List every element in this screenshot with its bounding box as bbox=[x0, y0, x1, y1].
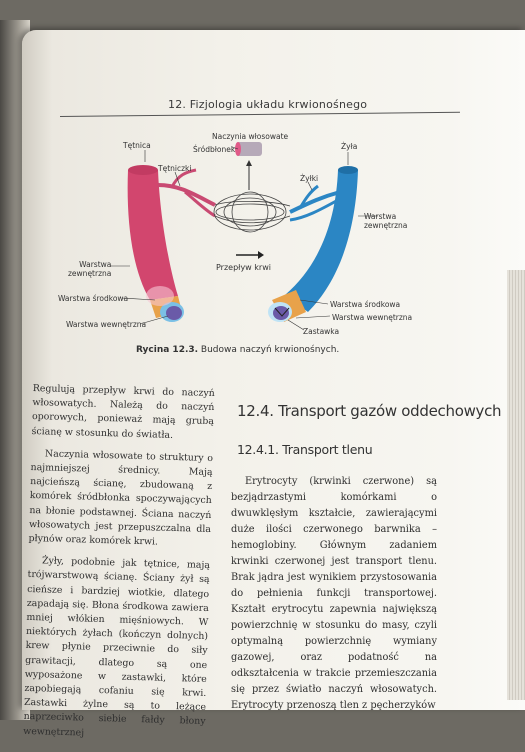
artery-shape bbox=[128, 170, 178, 300]
caption-number: Rycina 12.3. bbox=[136, 345, 199, 355]
label-warstwa-srodkowa-right: Warstwa środkowa bbox=[330, 300, 401, 309]
label-warstwa-wewnetrzna-left: Warstwa wewnętrzna bbox=[66, 320, 147, 329]
label-zyla: Żyła bbox=[341, 142, 358, 151]
label-warstwa-zewnetrzna-right: Warstwa zewnętrzna bbox=[364, 212, 408, 230]
capillary-bed bbox=[214, 192, 290, 232]
caption-text: Budowa naczyń krwionośnych. bbox=[198, 345, 340, 355]
label-srodblonek: Śródbłonek bbox=[193, 145, 236, 154]
right-text-column: Erytrocyty (krwinki czerwone) są bezjądrzastymi komórkami o dwuwklęsłym kształcie, zawierającymi duże ilości czerwonego barwnika – hemoglobiny. Głównym zadaniem krwinki czerwonej jest transport tlenu. Brak jądra jest wynikiem przystosowania do pełnienia funkcji transportowej. Kształt erytrocytu zapewnia największą powierzchnię w stosunku do masy, czyli optymalną powierzchnię wymiany gazowej, oraz podatność na odkształcenia w trakcie przemieszczania się przez światło naczyń włosowatych. Erytrocyty przenoszą tlen z pęcherzyków bbox=[231, 476, 437, 711]
label-warstwa-zewnetrzna-left: Warstwa zewnętrzna bbox=[68, 260, 112, 278]
label-zastawka: Zastawka bbox=[303, 327, 340, 336]
label-przeplyw-krwi: Przepływ krwi bbox=[216, 263, 271, 272]
subsection-title: 12.4.1. Transport tlenu bbox=[237, 442, 373, 457]
label-naczynia-wlosowate: Naczynia włosowate bbox=[212, 132, 289, 141]
label-warstwa-wewnetrzna-right: Warstwa wewnętrzna bbox=[332, 313, 413, 322]
label-zylki: Żyłki bbox=[300, 174, 319, 183]
paragraph: Regulują przepływ krwi do naczyń włosowatych. Należą do naczyń oporowych, ponieważ mają grubą ścianę w stosunku do światła. bbox=[31, 382, 215, 441]
running-header: 12. Fizjologia układu krwionośnego bbox=[168, 98, 368, 111]
figure-caption bbox=[136, 345, 339, 355]
label-tetniczki: Tętniczki bbox=[158, 164, 192, 173]
label-warstwa-srodkowa-left: Warstwa środkowa bbox=[58, 294, 129, 303]
section-title: 12.4. Transport gazów oddechowych bbox=[237, 402, 502, 420]
left-text-column bbox=[23, 382, 215, 752]
label-tetnica: Tętnica bbox=[123, 141, 151, 150]
paragraph: Żyły, podobnie jak tętnice, mają trójwarstwową ścianę. Ściany żył są cieńsze i bardziej wiotkie, dlatego zapadają się. Błona środkowa zawiera mniej włókien mięśniowych. W niektórych żyłach (kończyn dolnych) krew płynie przeciwnie do siły grawitacji, dlatego są one wyposażone w zastawki, które zapobiegają cofaniu się krwi. Zastawki żylne są to leżące naprzeciwko siebie fałdy błony wewnętrznej bbox=[23, 555, 211, 739]
paragraph: Naczynia włosowate to struktury o najmniejszej średnicy. Mają najcieńszą ścianę, zbudowaną z komórek śródbłonka spoczywających na błonie podstawnej. Ściana naczyń włosowatych jest przepuszczalna dla płynów oraz komórek krwi. bbox=[28, 448, 214, 548]
